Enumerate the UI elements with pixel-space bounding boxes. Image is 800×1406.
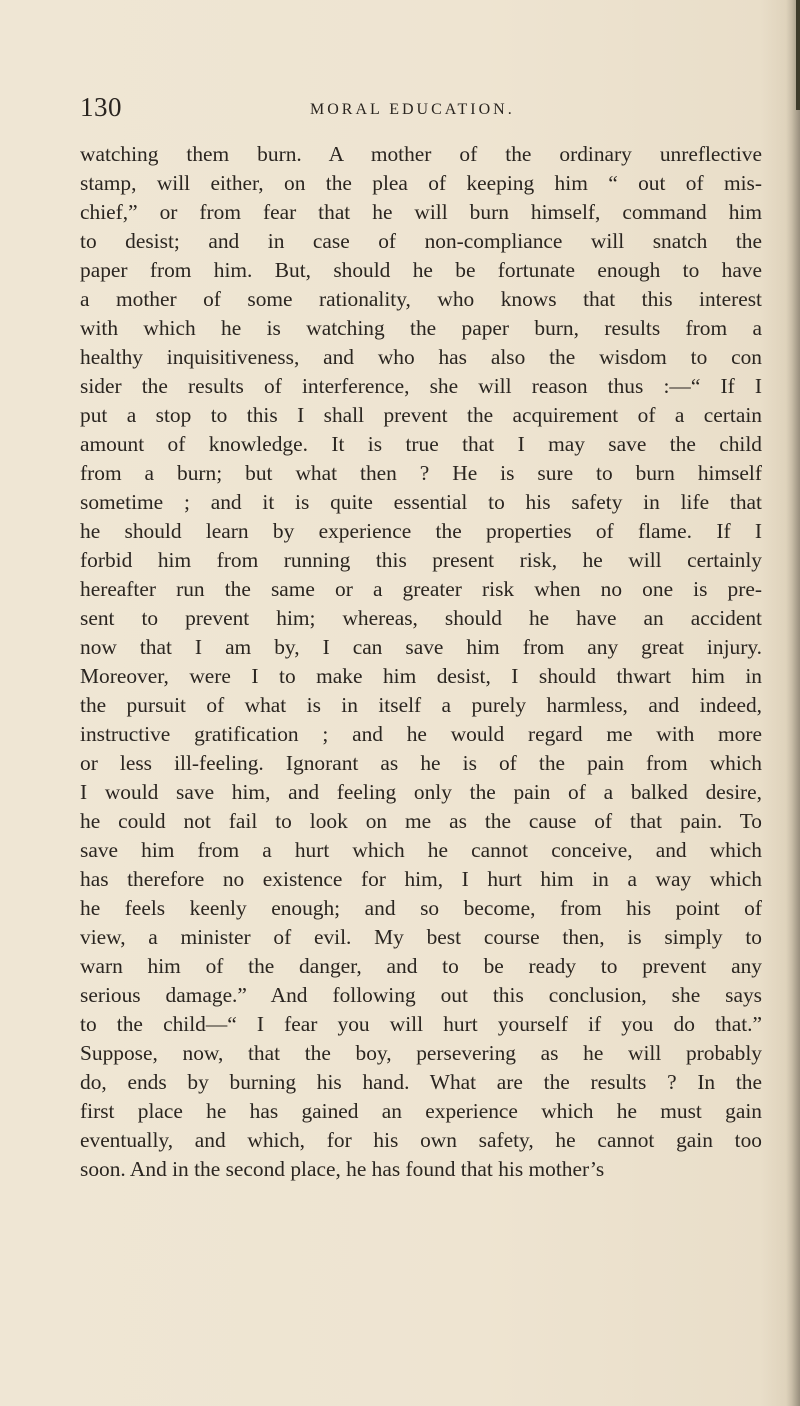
text-line: serious damage.” And following out this conclusion, she says xyxy=(80,983,762,1007)
text-line: he should learn by experience the properties of flame. If I xyxy=(80,519,762,543)
body-text xyxy=(80,140,762,1184)
text-line: stamp, will either, on the plea of keeping him “ out of mis- xyxy=(80,171,762,195)
text-line: first place he has gained an experience which he must gain xyxy=(80,1099,762,1123)
text-line: sent to prevent him; whereas, should he have an accident xyxy=(80,606,762,630)
text-line: paper from him. But, should he be fortunate enough to have xyxy=(80,258,762,282)
text-line: view, a minister of evil. My best course then, is simply to xyxy=(80,925,762,949)
text-line: watching them burn. A mother of the ordinary unreflective xyxy=(80,142,762,166)
text-line: save him from a hurt which he cannot conceive, and which xyxy=(80,838,762,862)
text-line: Moreover, were I to make him desist, I should thwart him in xyxy=(80,664,762,688)
text-line: with which he is watching the paper burn, results from a xyxy=(80,316,762,340)
page-edge-shadow xyxy=(786,0,800,1406)
text-line: the pursuit of what is in itself a purely harmless, and indeed, xyxy=(80,693,762,717)
running-head: MORAL EDUCATION. xyxy=(310,101,515,118)
text-line: has therefore no existence for him, I hurt him in a way which xyxy=(80,867,762,891)
text-line: from a burn; but what then ? He is sure to burn himself xyxy=(80,461,762,485)
text-line: sometime ; and it is quite essential to his safety in life that xyxy=(80,490,762,514)
text-line: eventually, and which, for his own safety, he cannot gain too xyxy=(80,1128,762,1152)
text-line: soon. And in the second place, he has found that his mother’s xyxy=(80,1157,605,1181)
text-line: Suppose, now, that the boy, persevering as he will probably xyxy=(80,1041,762,1065)
text-line: warn him of the danger, and to be ready to prevent any xyxy=(80,954,762,978)
text-line: he could not fail to look on me as the cause of that pain. To xyxy=(80,809,762,833)
text-line: healthy inquisitiveness, and who has also the wisdom to con xyxy=(80,345,762,369)
text-line: to the child—“ I fear you will hurt yourself if you do that.” xyxy=(80,1012,762,1036)
text-line: forbid him from running this present risk, he will certainly xyxy=(80,548,762,572)
text-line: a mother of some rationality, who knows that this interest xyxy=(80,287,762,311)
page-header xyxy=(80,92,760,128)
text-line: instructive gratification ; and he would regard me with more xyxy=(80,722,762,746)
text-line: or less ill-feeling. Ignorant as he is of the pain from which xyxy=(80,751,762,775)
page-edge-strip xyxy=(796,0,800,110)
text-line: amount of knowledge. It is true that I may save the child xyxy=(80,432,762,456)
text-line: put a stop to this I shall prevent the acquirement of a certain xyxy=(80,403,762,427)
text-line: chief,” or from fear that he will burn himself, command him xyxy=(80,200,762,224)
text-line: I would save him, and feeling only the pain of a balked desire, xyxy=(80,780,762,804)
page-number: 130 xyxy=(80,92,122,122)
text-line: he feels keenly enough; and so become, from his point of xyxy=(80,896,762,920)
text-line: to desist; and in case of non-compliance will snatch the xyxy=(80,229,762,253)
text-line: sider the results of interference, she will reason thus :—“ If I xyxy=(80,374,762,398)
text-line: now that I am by, I can save him from any great injury. xyxy=(80,635,762,659)
text-line: do, ends by burning his hand. What are the results ? In the xyxy=(80,1070,762,1094)
text-line: hereafter run the same or a greater risk when no one is pre- xyxy=(80,577,762,601)
